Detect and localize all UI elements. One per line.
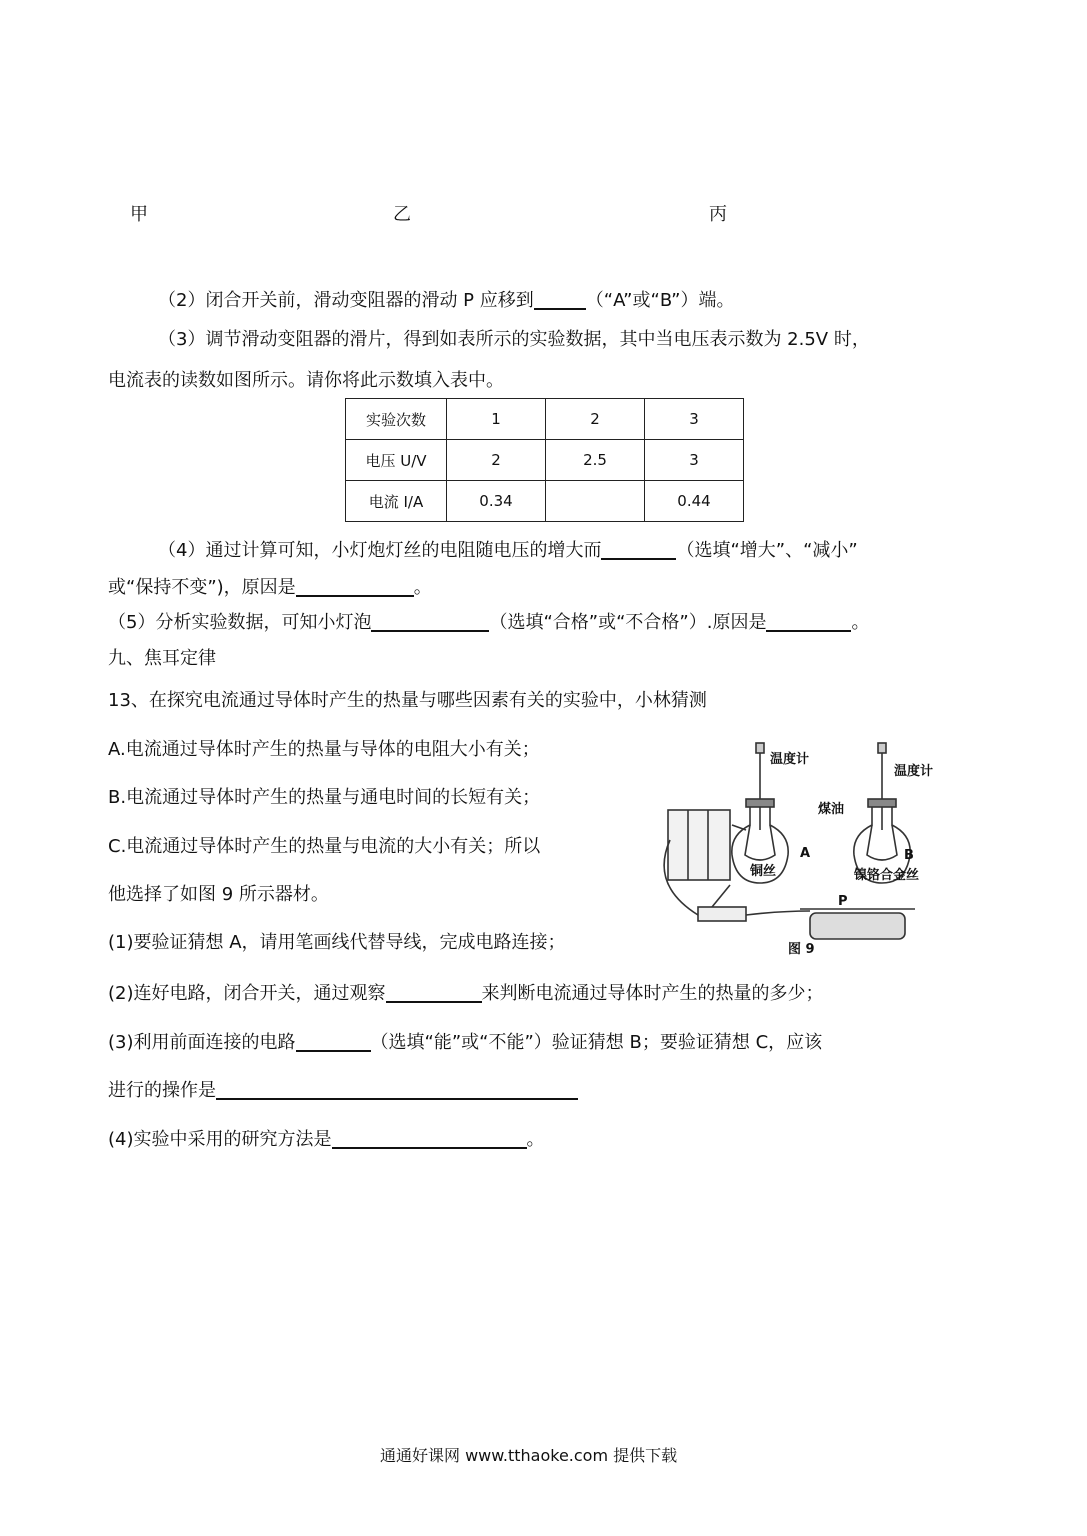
figure-label-jia: 甲 (130, 204, 148, 225)
answer-blank[interactable] (386, 983, 482, 1003)
question-5: （5）分析实验数据，可知小灯泡 （选填“合格”或“不合格”）.原因是 。 (108, 612, 870, 633)
label-a: A (800, 846, 811, 861)
sub-question-2: (2)连好电路，闭合开关，通过观察 来判断电流通过导体时产生的热量的多少； (108, 983, 824, 1004)
figure-label-bing: 丙 (709, 204, 727, 225)
hypothesis-a: A.电流通过导体时产生的热量与导体的电阻大小有关； (108, 739, 540, 760)
sub-question-4: (4)实验中采用的研究方法是 。 (108, 1129, 545, 1150)
figure-label-yi: 乙 (393, 204, 411, 225)
table-cell: 1 (447, 399, 546, 440)
rheostat-icon (810, 913, 905, 939)
label-p: P (838, 894, 848, 909)
kerosene-label: 煤油 (818, 802, 845, 817)
answer-blank[interactable] (371, 612, 489, 632)
page-footer: 通通好课网 www.tthaoke.com 提供下载 (380, 1446, 678, 1465)
sub-question-3-line-2: 进行的操作是 (108, 1080, 578, 1100)
question-3-line-1: （3）调节滑动变阻器的滑片，得到如表所示的实验数据，其中当电压表示数为 2.5V 时， (158, 329, 870, 350)
answer-blank[interactable] (296, 577, 414, 597)
table-cell: 3 (645, 399, 744, 440)
table-cell: 3 (645, 440, 744, 481)
switch-icon (698, 907, 746, 921)
answer-blank[interactable] (296, 1032, 371, 1052)
answer-blank[interactable] (534, 290, 586, 310)
table-cell: 2.5 (546, 440, 645, 481)
question-13-text: 他选择了如图 9 所示器材。 (108, 884, 329, 905)
table-row (346, 440, 744, 481)
figure-caption: 图 9 (788, 942, 815, 957)
section-heading: 九、焦耳定律 (108, 648, 216, 669)
answer-blank[interactable] (216, 1080, 578, 1100)
table-row (346, 481, 744, 522)
thermometer-right-label: 温度计 (894, 764, 934, 779)
hypothesis-b: B.电流通过导体时产生的热量与通电时间的长短有关； (108, 787, 541, 808)
nichrome-wire-label: 镍铬合金丝 (854, 868, 920, 883)
figure-9-apparatus (650, 735, 980, 965)
table-cell: 2 (546, 399, 645, 440)
question-13-intro: 13、在探究电流通过导体时产生的热量与哪些因素有关的实验中，小林猜测 (108, 690, 707, 711)
row-header: 电压 U/V (346, 440, 447, 481)
copper-wire-label: 铜丝 (750, 864, 777, 879)
table-cell: 0.34 (447, 481, 546, 522)
table-cell: 0.44 (645, 481, 744, 522)
question-2: （2）闭合开关前，滑动变阻器的滑动 P 应移到 （“A”或“B”）端。 (158, 290, 735, 311)
row-header: 电流 I/A (346, 481, 447, 522)
hypothesis-c: C.电流通过导体时产生的热量与电流的大小有关；所以 (108, 836, 541, 857)
label-b: B (904, 848, 914, 863)
answer-blank[interactable] (601, 540, 676, 560)
data-table (345, 398, 744, 522)
answer-blank[interactable] (332, 1129, 527, 1149)
question-4-line-1: （4）通过计算可知，小灯炮灯丝的电阻随电压的增大而 （选填“增大”、“减小” (158, 540, 858, 561)
question-4-line-2: 或“保持不变”)，原因是 。 (108, 577, 432, 598)
question-3-line-2: 电流表的读数如图所示。请你将此示数填入表中。 (108, 370, 504, 391)
sub-question-1: (1)要验证猜想 A，请用笔画线代替导线，完成电路连接； (108, 932, 566, 953)
thermometer-left-label: 温度计 (770, 752, 810, 767)
table-row (346, 399, 744, 440)
table-cell: 2 (447, 440, 546, 481)
sub-question-3-line-1: (3)利用前面连接的电路 （选填“能”或“不能”）验证猜想 B；要验证猜想 C，应该 (108, 1032, 823, 1053)
row-header: 实验次数 (346, 399, 447, 440)
battery-icon (668, 810, 730, 880)
table-cell-empty[interactable] (546, 481, 645, 522)
answer-blank[interactable] (766, 612, 851, 632)
